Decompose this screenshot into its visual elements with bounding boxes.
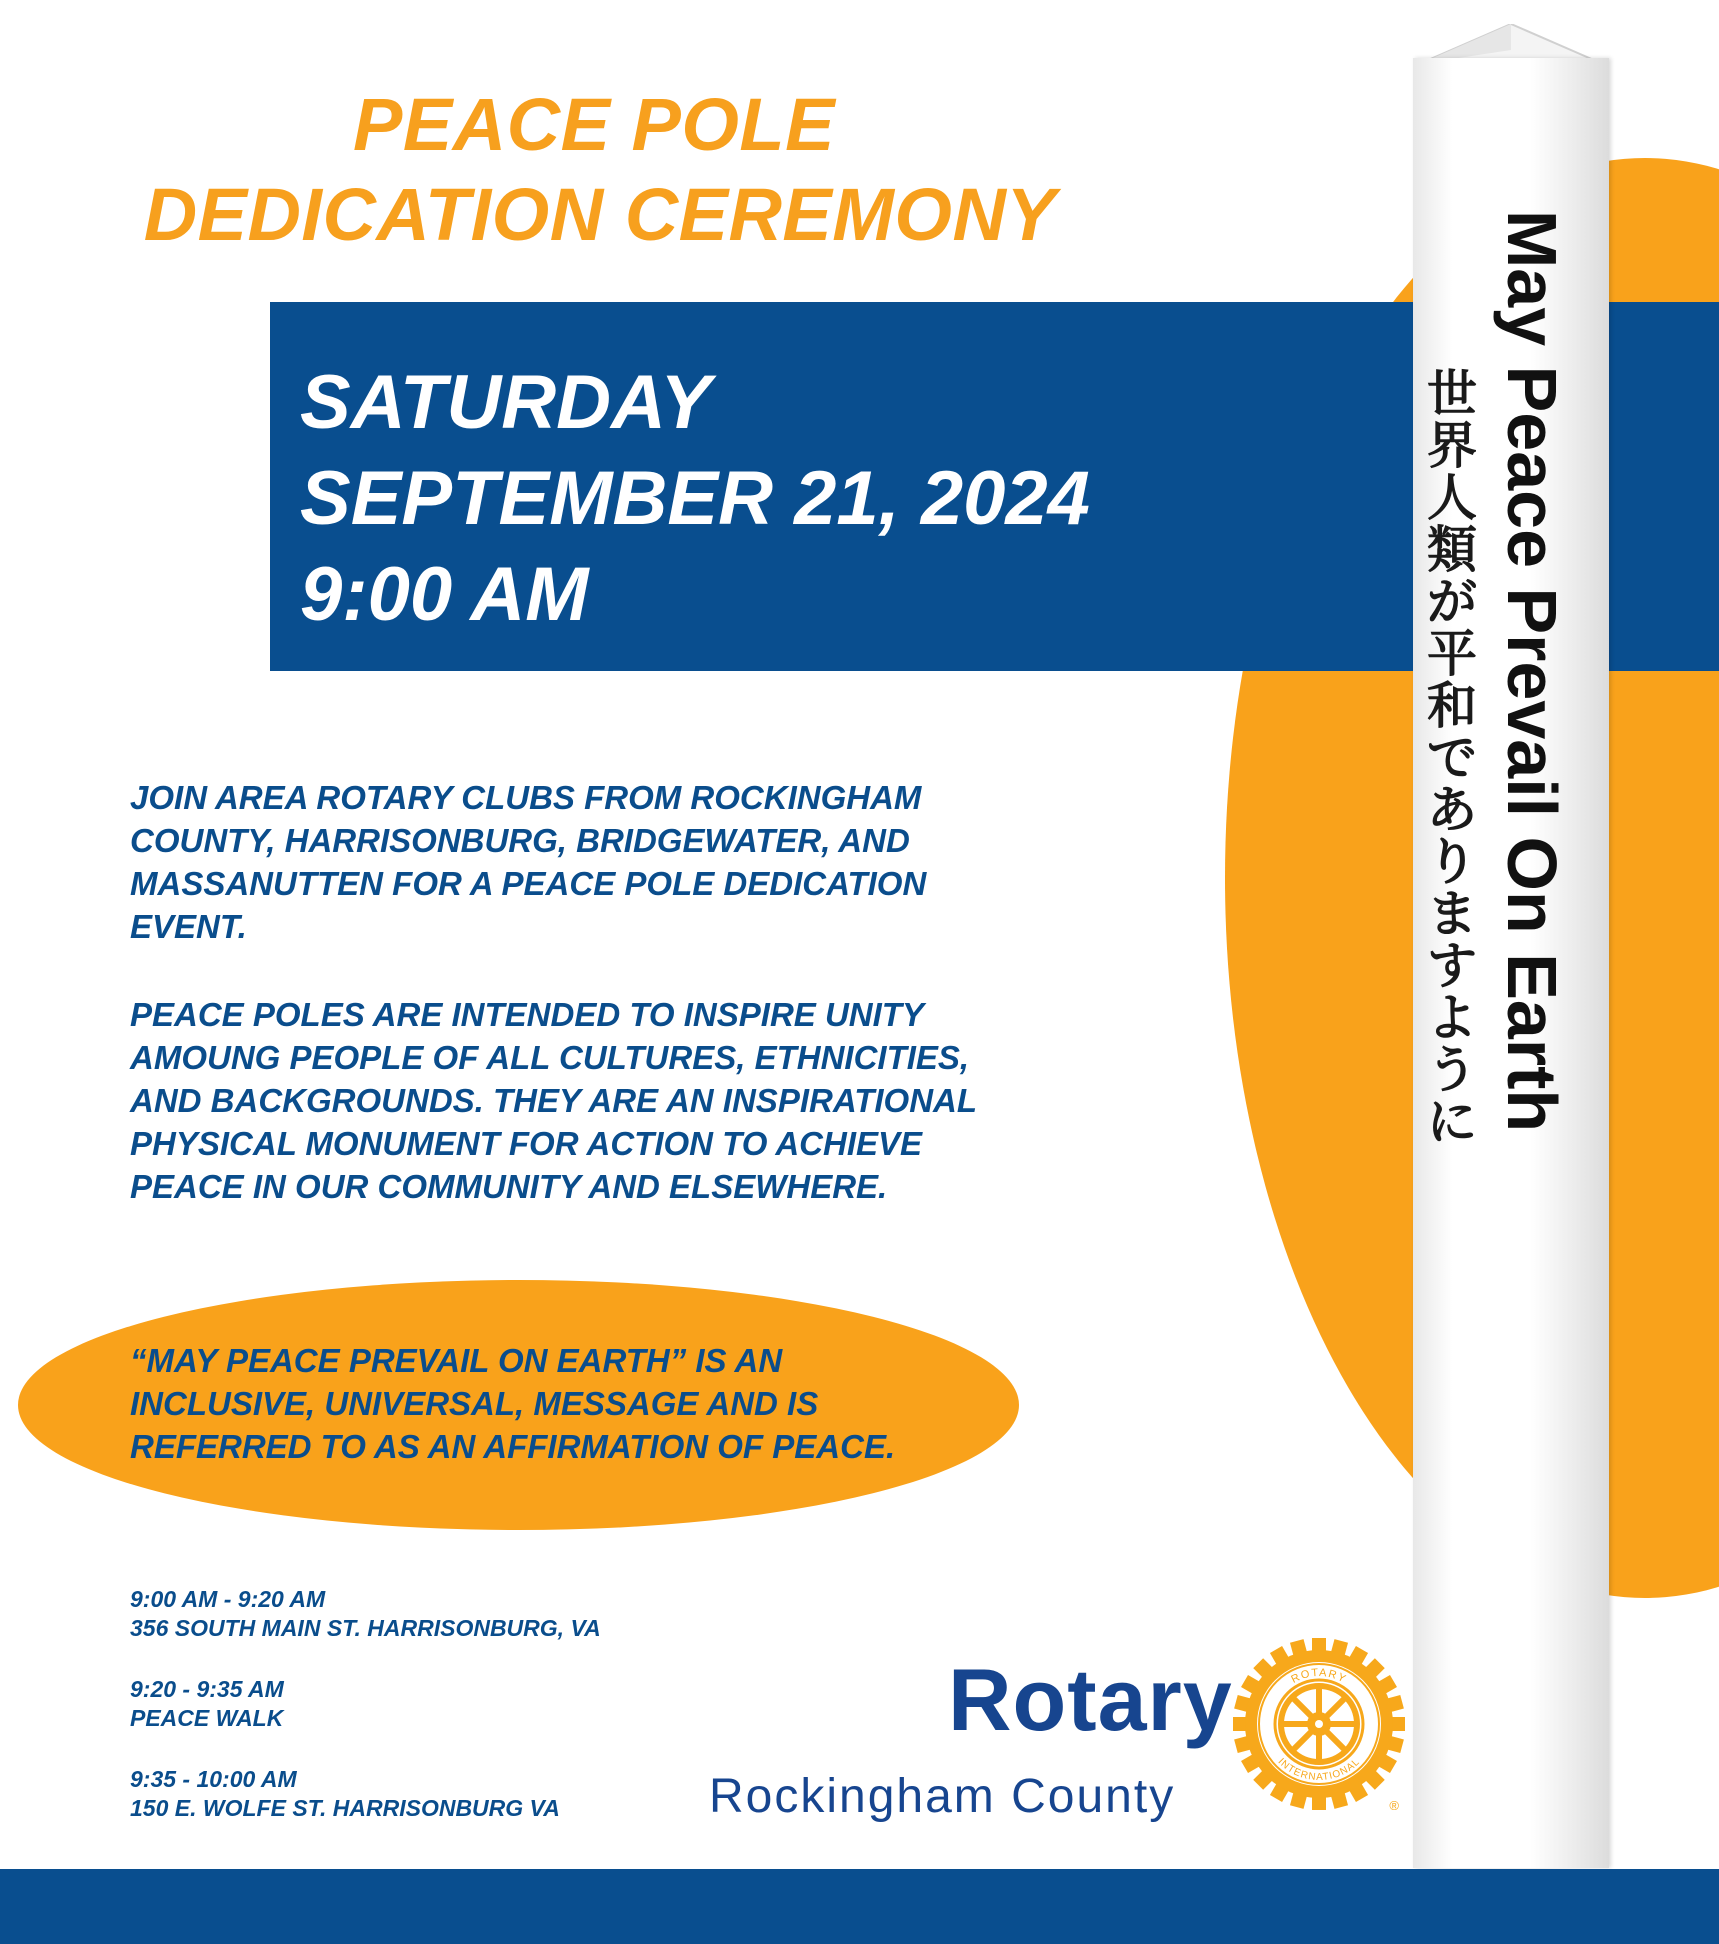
invite-paragraph: JOIN AREA ROTARY CLUBS FROM ROCKINGHAM COUNTY, HARRISONBURG, BRIDGEWATER, AND MASSANUTTEN FOR A PEACE POLE DEDICATION EVENT. (130, 779, 927, 945)
pole-jp-char: 世 (1427, 364, 1477, 423)
footer-band (0, 1869, 1719, 1944)
pole-jp-char: に (1427, 1092, 1477, 1151)
pole-jp-char: う (1427, 1040, 1477, 1099)
event-date-block (300, 355, 1090, 643)
pole-jp-char: 界 (1427, 416, 1477, 475)
event-day: SATURDAY (300, 360, 711, 445)
affirmation-text: “MAY PEACE PREVAIL ON EARTH” IS AN INCLUSIVE, UNIVERSAL, MESSAGE AND IS REFERRED TO AS AN AFFIRMATION OF PEACE. (130, 1342, 896, 1465)
schedule-time: 9:35 - 10:00 AM (130, 1766, 297, 1792)
schedule-item (130, 1585, 601, 1643)
rotary-logo-wordmark: Rotary (948, 1650, 1233, 1749)
pole-jp-char: が (1427, 572, 1477, 631)
rotary-club-name: Rockingham County (709, 1770, 1176, 1823)
emblem-text-top: ROTARY (1289, 1666, 1349, 1686)
pole-jp-char: 平 (1427, 624, 1477, 683)
event-time: 9:00 AM (300, 552, 589, 637)
page-title (0, 80, 1200, 260)
schedule-item (130, 1765, 601, 1823)
pole-jp-char: あ (1427, 780, 1477, 839)
schedule-time: 9:20 - 9:35 AM (130, 1676, 284, 1702)
schedule-time: 9:00 AM - 9:20 AM (130, 1586, 326, 1612)
pole-jp-char: 人 (1427, 468, 1477, 527)
rotary-wheel-icon (1233, 1638, 1405, 1810)
schedule (130, 1585, 601, 1855)
schedule-location: 356 SOUTH MAIN ST. HARRISONBURG, VA (130, 1615, 601, 1641)
pole-jp-char: り (1427, 832, 1477, 891)
pole-japanese-inscription (1422, 364, 1482, 1151)
pole-english-text: May Peace Prevail On Earth (1493, 210, 1571, 1133)
pole-english-inscription (1470, 210, 1620, 1390)
title-line-2: DEDICATION CEREMONY (143, 173, 1057, 256)
pole-jp-char: 和 (1427, 676, 1477, 735)
title-line-1: PEACE POLE (353, 83, 835, 166)
pole-jp-char: す (1427, 936, 1477, 995)
schedule-location: PEACE WALK (130, 1705, 284, 1731)
pole-jp-char: ま (1427, 884, 1477, 943)
schedule-location: 150 E. WOLFE ST. HARRISONBURG VA (130, 1795, 560, 1821)
schedule-item (130, 1675, 601, 1733)
pole-jp-char: 類 (1427, 520, 1477, 579)
pole-jp-char: で (1427, 728, 1477, 787)
registered-mark: ® (1389, 1798, 1399, 1810)
event-date: SEPTEMBER 21, 2024 (300, 456, 1090, 541)
purpose-paragraph: PEACE POLES ARE INTENDED TO INSPIRE UNITY AMOUNG PEOPLE OF ALL CULTURES, ETHNICITIES, AND BACKGROUNDS. THEY ARE AN INSPIRATIONAL PHYSICAL MONUMENT FOR ACTION TO ACHIEVE PEACE IN OUR COMMUNITY AND ELSEWHERE. (130, 996, 977, 1205)
pole-jp-char: よ (1427, 988, 1477, 1047)
emblem-text-bottom: INTERNATIONAL (1275, 1756, 1363, 1784)
